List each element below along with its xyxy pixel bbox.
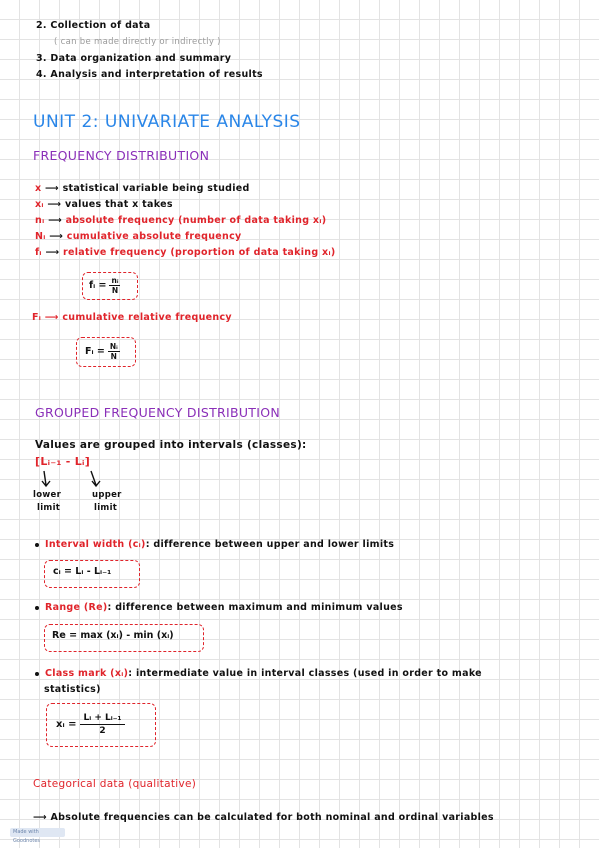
bullet-class-mark [35, 668, 482, 679]
definition-symbol: nᵢ [35, 215, 45, 226]
lower-label-1: lower [33, 490, 62, 500]
definition-symbol: fᵢ [35, 247, 42, 258]
definition-text: absolute frequency (number of data taking xᵢ) [65, 215, 327, 226]
arrow-icon: ⟶ [33, 812, 51, 823]
bullet-interval-width [35, 539, 394, 550]
definition-text: cumulative relative frequency [62, 312, 232, 323]
bullet-range [35, 602, 403, 613]
fraction-numerator: Nᵢ [109, 342, 118, 351]
term-description: : intermediate value in interval classes (used in order to make [128, 668, 482, 679]
definition-text: cumulative absolute frequency [66, 231, 242, 242]
fraction [80, 712, 126, 737]
grouped-intro: Values are grouped into intervals (classes): [35, 439, 307, 451]
arrow-icon: ⟶ [45, 247, 63, 258]
unit-title: UNIT 2: UNIVARIATE ANALYSIS [33, 112, 301, 132]
goodnotes-watermark: Made with Goodnotes [10, 828, 65, 837]
fraction-denominator: N [111, 286, 119, 295]
interval-text: [Lᵢ₋₁ - Lᵢ] [35, 455, 91, 468]
definition-text: statistical variable being studied [62, 183, 250, 194]
categorical-note [33, 812, 494, 823]
class-mark-continued: statistics) [44, 684, 101, 695]
formula-lhs: Fᵢ = [85, 346, 105, 357]
list-item-collection: 2. Collection of data [36, 20, 151, 31]
arrow-down-icon [91, 471, 100, 486]
upper-label-2: limit [94, 503, 118, 513]
term: Class mark (xᵢ) [45, 668, 129, 679]
term-description: : difference between upper and lower limits [145, 539, 395, 550]
term-description: : difference between maximum and minimum values [107, 602, 403, 613]
fraction-denominator: N [110, 352, 117, 361]
definition-text: values that x takes [64, 199, 173, 210]
list-item-note: ( can be made directly or indirectly ) [54, 37, 221, 47]
definition-text: relative frequency (proportion of data taking xᵢ) [62, 247, 336, 258]
formula-width: cᵢ = Lᵢ - Lᵢ₋₁ [53, 566, 112, 577]
term: Range (Re) [45, 602, 108, 613]
formula-range: Re = max (xᵢ) - min (xᵢ) [52, 630, 174, 641]
section-heading-grouped: GROUPED FREQUENCY DISTRIBUTION [35, 405, 281, 420]
definition-symbol: xᵢ [35, 199, 44, 210]
arrow-down-icon [42, 471, 50, 486]
bullet-icon [35, 672, 39, 676]
formula-lhs: fᵢ = [89, 280, 107, 291]
definition-symbol: x [35, 183, 42, 194]
arrow-icon: ⟶ [45, 183, 63, 194]
fraction-numerator: Lᵢ + Lᵢ₋₁ [80, 712, 126, 725]
list-item-organization: 3. Data organization and summary [36, 53, 232, 64]
arrow-icon: ⟶ [49, 231, 67, 242]
section-heading-categorical: Categorical data (qualitative) [33, 778, 197, 790]
fraction-numerator: nᵢ [111, 276, 119, 285]
upper-label-1: upper [92, 490, 122, 500]
section-heading-frequency: FREQUENCY DISTRIBUTION [33, 148, 210, 163]
categorical-note-text: Absolute frequencies can be calculated for both nominal and ordinal variables [50, 812, 494, 823]
formula-class-mark [56, 712, 125, 737]
arrow-icon: ⟶ [48, 215, 66, 226]
definition-symbol: Nᵢ [35, 231, 46, 242]
formula-lhs: xᵢ = [56, 719, 77, 730]
term: Interval width (cᵢ) [45, 539, 146, 550]
fraction-denominator: 2 [99, 726, 106, 736]
definition-symbol: Fᵢ [32, 312, 42, 323]
bullet-icon [35, 543, 39, 547]
arrow-icon: ⟶ [47, 199, 65, 210]
lower-label-2: limit [37, 503, 61, 513]
bullet-icon [35, 606, 39, 610]
arrow-icon: ⟶ [44, 312, 63, 323]
list-item-analysis: 4. Analysis and interpretation of results [36, 69, 263, 80]
